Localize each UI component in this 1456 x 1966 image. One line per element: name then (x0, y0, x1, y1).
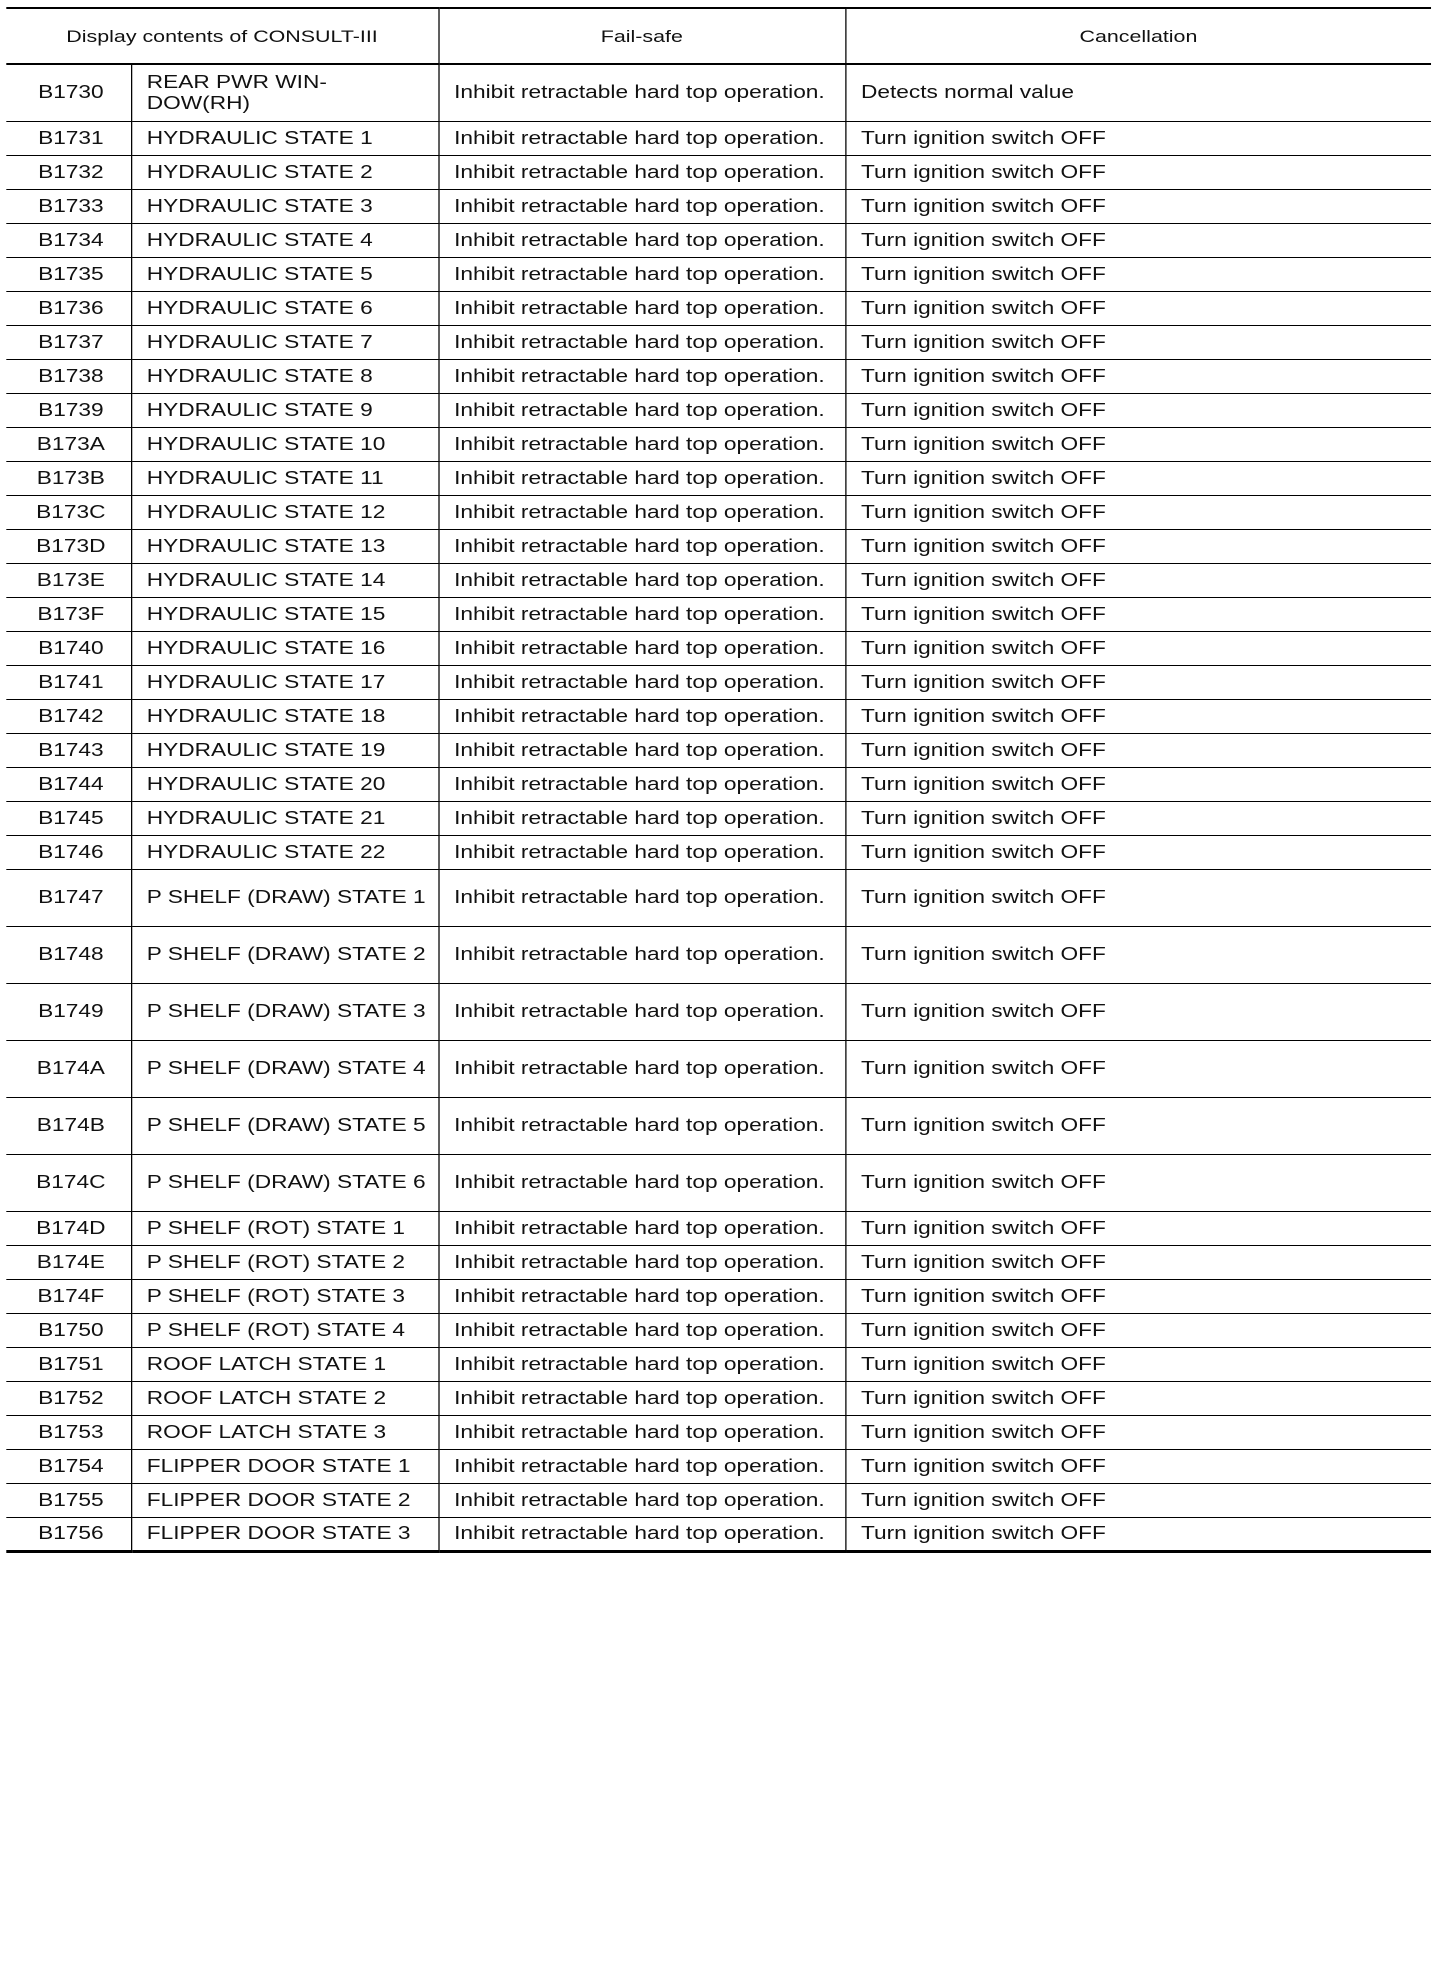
dtc-code-cell: B173D (6, 529, 131, 563)
cancellation-cell: Turn ignition switch OFF (845, 427, 1431, 461)
cancellation-cell: Turn ignition switch OFF (845, 291, 1431, 325)
table-row (6, 631, 1431, 665)
dtc-code-cell: B1753 (6, 1415, 131, 1449)
cancellation-cell: Turn ignition switch OFF (845, 983, 1431, 1040)
table-row (6, 563, 1431, 597)
cancellation-cell: Turn ignition switch OFF (845, 1279, 1431, 1313)
table-row (6, 1381, 1431, 1415)
cancellation-cell: Turn ignition switch OFF (845, 223, 1431, 257)
cancellation-cell: Turn ignition switch OFF (845, 1483, 1431, 1517)
table-row (6, 427, 1431, 461)
dtc-code-cell: B174B (6, 1097, 131, 1154)
dtc-code-cell: B1736 (6, 291, 131, 325)
table-row (6, 1483, 1431, 1517)
dtc-code-cell: B1732 (6, 155, 131, 189)
dtc-code-cell: B174D (6, 1211, 131, 1245)
display-contents-cell: HYDRAULIC STATE 5 (131, 257, 438, 291)
cancellation-cell: Turn ignition switch OFF (845, 1517, 1431, 1551)
display-contents-cell: P SHELF (ROT) STATE 3 (131, 1279, 438, 1313)
table-row (6, 665, 1431, 699)
cancellation-cell: Turn ignition switch OFF (845, 1415, 1431, 1449)
cancellation-cell: Turn ignition switch OFF (845, 393, 1431, 427)
dtc-code-cell: B1741 (6, 665, 131, 699)
table-row (6, 189, 1431, 223)
dtc-code-cell: B1745 (6, 801, 131, 835)
fail-safe-cell: Inhibit retractable hard top operation. (438, 631, 845, 665)
display-contents-cell: HYDRAULIC STATE 16 (131, 631, 438, 665)
display-contents-cell: P SHELF (DRAW) STATE 5 (131, 1097, 438, 1154)
table-row (6, 529, 1431, 563)
display-contents-cell: HYDRAULIC STATE 17 (131, 665, 438, 699)
dtc-code-cell: B173A (6, 427, 131, 461)
dtc-code-cell: B173E (6, 563, 131, 597)
fail-safe-cell: Inhibit retractable hard top operation. (438, 1245, 845, 1279)
fail-safe-cell: Inhibit retractable hard top operation. (438, 665, 845, 699)
fail-safe-cell: Inhibit retractable hard top operation. (438, 1449, 845, 1483)
cancellation-cell: Turn ignition switch OFF (845, 1097, 1431, 1154)
table-row (6, 257, 1431, 291)
dtc-code-cell: B1742 (6, 699, 131, 733)
display-contents-cell: HYDRAULIC STATE 19 (131, 733, 438, 767)
cancellation-cell: Turn ignition switch OFF (845, 495, 1431, 529)
table-row (6, 869, 1431, 926)
dtc-code-cell: B1730 (6, 64, 131, 121)
display-contents-cell: HYDRAULIC STATE 20 (131, 767, 438, 801)
table-row (6, 1245, 1431, 1279)
dtc-code-cell: B1738 (6, 359, 131, 393)
display-contents-cell: HYDRAULIC STATE 13 (131, 529, 438, 563)
display-contents-cell: HYDRAULIC STATE 6 (131, 291, 438, 325)
table-row (6, 1279, 1431, 1313)
dtc-code-cell: B1749 (6, 983, 131, 1040)
table-row (6, 926, 1431, 983)
fail-safe-cell: Inhibit retractable hard top operation. (438, 597, 845, 631)
display-contents-cell: ROOF LATCH STATE 2 (131, 1381, 438, 1415)
header-display-contents: Display contents of CONSULT-III (6, 8, 438, 64)
table-row (6, 1347, 1431, 1381)
fail-safe-cell: Inhibit retractable hard top operation. (438, 461, 845, 495)
display-contents-cell: P SHELF (DRAW) STATE 2 (131, 926, 438, 983)
fail-safe-cell: Inhibit retractable hard top operation. (438, 121, 845, 155)
table-row (6, 1517, 1431, 1551)
cancellation-cell: Turn ignition switch OFF (845, 1245, 1431, 1279)
dtc-code-cell: B1737 (6, 325, 131, 359)
table-row (6, 1040, 1431, 1097)
header-cancellation: Cancellation (845, 8, 1431, 64)
table-row (6, 983, 1431, 1040)
display-contents-cell: HYDRAULIC STATE 12 (131, 495, 438, 529)
dtc-code-cell: B1755 (6, 1483, 131, 1517)
display-contents-cell: HYDRAULIC STATE 10 (131, 427, 438, 461)
cancellation-cell: Turn ignition switch OFF (845, 1211, 1431, 1245)
display-contents-cell: HYDRAULIC STATE 4 (131, 223, 438, 257)
cancellation-cell: Turn ignition switch OFF (845, 1347, 1431, 1381)
cancellation-cell: Turn ignition switch OFF (845, 1449, 1431, 1483)
cancellation-cell: Turn ignition switch OFF (845, 121, 1431, 155)
dtc-code-cell: B1752 (6, 1381, 131, 1415)
fail-safe-cell: Inhibit retractable hard top operation. (438, 699, 845, 733)
cancellation-cell: Turn ignition switch OFF (845, 325, 1431, 359)
dtc-code-cell: B173C (6, 495, 131, 529)
table-row (6, 155, 1431, 189)
fail-safe-cell: Inhibit retractable hard top operation. (438, 529, 845, 563)
fail-safe-cell: Inhibit retractable hard top operation. (438, 733, 845, 767)
table-row (6, 325, 1431, 359)
table-row (6, 1211, 1431, 1245)
cancellation-cell: Turn ignition switch OFF (845, 1154, 1431, 1211)
cancellation-cell: Turn ignition switch OFF (845, 189, 1431, 223)
table-row (6, 64, 1431, 121)
cancellation-cell: Turn ignition switch OFF (845, 767, 1431, 801)
display-contents-cell: HYDRAULIC STATE 22 (131, 835, 438, 869)
table-row (6, 597, 1431, 631)
fail-safe-cell: Inhibit retractable hard top operation. (438, 983, 845, 1040)
display-contents-cell: FLIPPER DOOR STATE 2 (131, 1483, 438, 1517)
dtc-code-cell: B1733 (6, 189, 131, 223)
cancellation-cell: Turn ignition switch OFF (845, 461, 1431, 495)
cancellation-cell: Turn ignition switch OFF (845, 926, 1431, 983)
cancellation-cell: Turn ignition switch OFF (845, 665, 1431, 699)
fail-safe-cell: Inhibit retractable hard top operation. (438, 427, 845, 461)
table-row (6, 495, 1431, 529)
dtc-code-cell: B1744 (6, 767, 131, 801)
cancellation-cell: Turn ignition switch OFF (845, 733, 1431, 767)
fail-safe-cell: Inhibit retractable hard top operation. (438, 1279, 845, 1313)
table-row (6, 121, 1431, 155)
table-row (6, 291, 1431, 325)
fail-safe-cell: Inhibit retractable hard top operation. (438, 1517, 845, 1551)
fail-safe-cell: Inhibit retractable hard top operation. (438, 563, 845, 597)
display-contents-cell: FLIPPER DOOR STATE 1 (131, 1449, 438, 1483)
fail-safe-cell: Inhibit retractable hard top operation. (438, 1381, 845, 1415)
fail-safe-cell: Inhibit retractable hard top operation. (438, 869, 845, 926)
fail-safe-cell: Inhibit retractable hard top operation. (438, 801, 845, 835)
cancellation-cell: Turn ignition switch OFF (845, 631, 1431, 665)
fail-safe-cell: Inhibit retractable hard top operation. (438, 155, 845, 189)
dtc-code-cell: B1754 (6, 1449, 131, 1483)
display-contents-cell: ROOF LATCH STATE 1 (131, 1347, 438, 1381)
cancellation-cell: Turn ignition switch OFF (845, 835, 1431, 869)
display-contents-cell: HYDRAULIC STATE 8 (131, 359, 438, 393)
display-contents-cell: HYDRAULIC STATE 14 (131, 563, 438, 597)
dtc-code-cell: B1740 (6, 631, 131, 665)
dtc-code-cell: B174C (6, 1154, 131, 1211)
table-row (6, 767, 1431, 801)
display-contents-cell: P SHELF (DRAW) STATE 3 (131, 983, 438, 1040)
table-header-row (6, 8, 1431, 64)
table-row (6, 733, 1431, 767)
fail-safe-cell: Inhibit retractable hard top operation. (438, 1483, 845, 1517)
display-contents-cell: P SHELF (DRAW) STATE 4 (131, 1040, 438, 1097)
dtc-code-cell: B1739 (6, 393, 131, 427)
fail-safe-cell: Inhibit retractable hard top operation. (438, 1415, 845, 1449)
display-contents-cell: P SHELF (ROT) STATE 1 (131, 1211, 438, 1245)
table-row (6, 393, 1431, 427)
fail-safe-cell: Inhibit retractable hard top operation. (438, 325, 845, 359)
dtc-code-cell: B1750 (6, 1313, 131, 1347)
fail-safe-cell: Inhibit retractable hard top operation. (438, 1347, 845, 1381)
display-contents-cell: HYDRAULIC STATE 2 (131, 155, 438, 189)
dtc-code-cell: B1747 (6, 869, 131, 926)
display-contents-cell: REAR PWR WIN-DOW(RH) (131, 64, 438, 121)
cancellation-cell: Turn ignition switch OFF (845, 257, 1431, 291)
fail-safe-cell: Inhibit retractable hard top operation. (438, 223, 845, 257)
fail-safe-cell: Inhibit retractable hard top operation. (438, 767, 845, 801)
dtc-code-cell: B174F (6, 1279, 131, 1313)
cancellation-cell: Turn ignition switch OFF (845, 155, 1431, 189)
table-row (6, 1313, 1431, 1347)
cancellation-cell: Turn ignition switch OFF (845, 699, 1431, 733)
dtc-code-cell: B1734 (6, 223, 131, 257)
display-contents-cell: ROOF LATCH STATE 3 (131, 1415, 438, 1449)
dtc-code-cell: B1751 (6, 1347, 131, 1381)
fail-safe-cell: Inhibit retractable hard top operation. (438, 926, 845, 983)
table-row (6, 1154, 1431, 1211)
table-row (6, 1097, 1431, 1154)
table-body (6, 64, 1431, 1551)
table-row (6, 699, 1431, 733)
fail-safe-cell: Inhibit retractable hard top operation. (438, 495, 845, 529)
fail-safe-cell: Inhibit retractable hard top operation. (438, 257, 845, 291)
fail-safe-cell: Inhibit retractable hard top operation. (438, 1097, 845, 1154)
dtc-code-cell: B1731 (6, 121, 131, 155)
cancellation-cell: Turn ignition switch OFF (845, 869, 1431, 926)
table-row (6, 359, 1431, 393)
dtc-code-cell: B1746 (6, 835, 131, 869)
fail-safe-cell: Inhibit retractable hard top operation. (438, 1211, 845, 1245)
dtc-code-cell: B1748 (6, 926, 131, 983)
header-fail-safe: Fail-safe (438, 8, 845, 64)
table-row (6, 1449, 1431, 1483)
display-contents-cell: HYDRAULIC STATE 3 (131, 189, 438, 223)
dtc-code-cell: B1756 (6, 1517, 131, 1551)
cancellation-cell: Turn ignition switch OFF (845, 801, 1431, 835)
dtc-code-cell: B174A (6, 1040, 131, 1097)
dtc-code-cell: B174E (6, 1245, 131, 1279)
dtc-code-cell: B173B (6, 461, 131, 495)
display-contents-cell: P SHELF (ROT) STATE 4 (131, 1313, 438, 1347)
table-row (6, 461, 1431, 495)
cancellation-cell: Turn ignition switch OFF (845, 1040, 1431, 1097)
dtc-code-cell: B1743 (6, 733, 131, 767)
display-contents-cell: HYDRAULIC STATE 1 (131, 121, 438, 155)
display-contents-cell: HYDRAULIC STATE 7 (131, 325, 438, 359)
dtc-fail-safe-table (6, 7, 1431, 1553)
fail-safe-cell: Inhibit retractable hard top operation. (438, 64, 845, 121)
dtc-code-cell: B1735 (6, 257, 131, 291)
cancellation-cell: Turn ignition switch OFF (845, 563, 1431, 597)
display-contents-cell: P SHELF (ROT) STATE 2 (131, 1245, 438, 1279)
fail-safe-cell: Inhibit retractable hard top operation. (438, 1313, 845, 1347)
table-row (6, 835, 1431, 869)
cancellation-cell: Turn ignition switch OFF (845, 1313, 1431, 1347)
table-row (6, 801, 1431, 835)
display-contents-cell: P SHELF (DRAW) STATE 1 (131, 869, 438, 926)
dtc-code-cell: B173F (6, 597, 131, 631)
display-contents-cell: FLIPPER DOOR STATE 3 (131, 1517, 438, 1551)
table-row (6, 1415, 1431, 1449)
display-contents-cell: HYDRAULIC STATE 15 (131, 597, 438, 631)
fail-safe-cell: Inhibit retractable hard top operation. (438, 1154, 845, 1211)
fail-safe-cell: Inhibit retractable hard top operation. (438, 835, 845, 869)
cancellation-cell: Turn ignition switch OFF (845, 597, 1431, 631)
fail-safe-cell: Inhibit retractable hard top operation. (438, 1040, 845, 1097)
display-contents-cell: P SHELF (DRAW) STATE 6 (131, 1154, 438, 1211)
display-contents-cell: HYDRAULIC STATE 18 (131, 699, 438, 733)
fail-safe-cell: Inhibit retractable hard top operation. (438, 359, 845, 393)
cancellation-cell: Turn ignition switch OFF (845, 359, 1431, 393)
display-contents-cell: HYDRAULIC STATE 11 (131, 461, 438, 495)
cancellation-cell: Turn ignition switch OFF (845, 1381, 1431, 1415)
display-contents-cell: HYDRAULIC STATE 9 (131, 393, 438, 427)
table-row (6, 223, 1431, 257)
fail-safe-cell: Inhibit retractable hard top operation. (438, 393, 845, 427)
fail-safe-cell: Inhibit retractable hard top operation. (438, 189, 845, 223)
fail-safe-cell: Inhibit retractable hard top operation. (438, 291, 845, 325)
cancellation-cell: Turn ignition switch OFF (845, 529, 1431, 563)
display-contents-cell: HYDRAULIC STATE 21 (131, 801, 438, 835)
cancellation-cell: Detects normal value (845, 64, 1431, 121)
